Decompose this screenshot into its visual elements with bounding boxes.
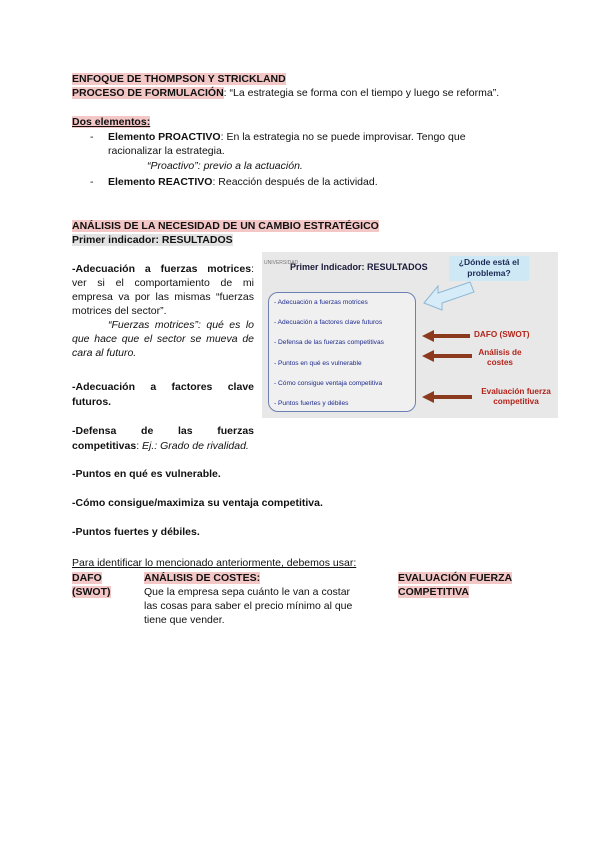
adecuacion-label: -Adecuación a fuerzas motrices: [72, 263, 252, 275]
bullet: -: [90, 131, 94, 143]
proactive-note: “Proactivo”: previo a la actuación.: [147, 160, 303, 172]
arrow-costes: [422, 350, 472, 362]
callout-arrow: [424, 282, 474, 310]
reactive-label: Elemento REACTIVO: [108, 176, 213, 188]
diagram-item: - Adecuación a factores clave futuros: [274, 319, 383, 326]
diagram-item: - Defensa de las fuerzas competitivas: [274, 339, 384, 346]
elements-heading: Dos elementos:: [72, 116, 151, 128]
indicator-fuertes: -Puntos fuertes y débiles.: [72, 526, 200, 538]
university-logo: UNIVERSIDAD: [264, 260, 299, 266]
proactive-label: Elemento PROACTIVO: [108, 131, 221, 143]
label-evaluacion: Evaluación fuerza competitiva: [481, 387, 551, 406]
formulation-label: PROCESO DE FORMULACIÓN: [72, 87, 224, 99]
diagram-item: - Adecuación a fuerzas motrices: [274, 299, 368, 306]
formulation-line: [72, 87, 499, 100]
analysis-subtitle: Primer indicador: RESULTADOS: [72, 234, 233, 246]
indicator-defensa: -Defensa de las fuerzas competitivas: Ej.: Grado de rivalidad.: [72, 425, 254, 452]
tools-intro: Para identificar lo mencionado anteriormente, debemos usar:: [72, 557, 357, 569]
proactive-text-2: racionalizar la estrategia.: [108, 145, 225, 157]
formulation-text: : “La estrategia se forma con el tiempo y luego se reforma”.: [223, 87, 500, 99]
question-callout: ¿Dónde está el problema?: [449, 256, 529, 281]
indicator-vulnerable: -Puntos en qué es vulnerable.: [72, 468, 221, 480]
arrow-evaluacion: [422, 391, 472, 403]
indicator-futuros: -Adecuación a factores clave futuros.: [72, 381, 254, 408]
indicators-box: [268, 292, 416, 412]
reactive-text: : Reacción después de la actividad.: [212, 176, 378, 188]
proactive-text-1: : En la estrategia no se puede improvisar. Tengo que: [220, 131, 466, 143]
reactive-item: - Elemento REACTIVO: Reacción después de la actividad.: [90, 176, 378, 188]
tool-costes: ANÁLISIS DE COSTES: Que la empresa sepa cuánto le van a costar las cosas para saber el precio mínimo al que tiene que vender.: [144, 572, 353, 626]
label-costes: Análisis de costes: [478, 348, 522, 367]
analysis-title: ANÁLISIS DE LA NECESIDAD DE UN CAMBIO ESTRATÉGICO: [72, 220, 379, 232]
diagram-item: - Puntos en qué es vulnerable: [274, 360, 362, 367]
diagram-item: - Puntos fuertes y débiles: [274, 400, 349, 407]
results-diagram: [262, 252, 558, 418]
title-text: ENFOQUE DE THOMPSON Y STRICKLAND: [72, 73, 286, 85]
indicator-ventaja: -Cómo consigue/maximiza su ventaja competitiva.: [72, 497, 323, 509]
tool-evaluacion: EVALUACIÓN FUERZA COMPETITIVA: [398, 572, 513, 598]
label-dafo: DAFO (SWOT): [474, 330, 530, 339]
document-title: [72, 73, 286, 86]
tool-dafo: DAFO (SWOT): [72, 572, 111, 598]
diagram-item: - Cómo consigue ventaja competitiva: [274, 380, 383, 387]
diagram-title: Primer Indicador: RESULTADOS: [290, 262, 428, 272]
arrow-dafo: [422, 330, 470, 342]
indicator-adecuacion: -Adecuación a fuerzas motrices: ver si el comportamiento de mi empresa va por las mismas “fuerzas motrices del sector”. “Fuerzas motrices”: qué es lo que hace que el sector se mueva de cara al futuro.: [72, 263, 254, 359]
